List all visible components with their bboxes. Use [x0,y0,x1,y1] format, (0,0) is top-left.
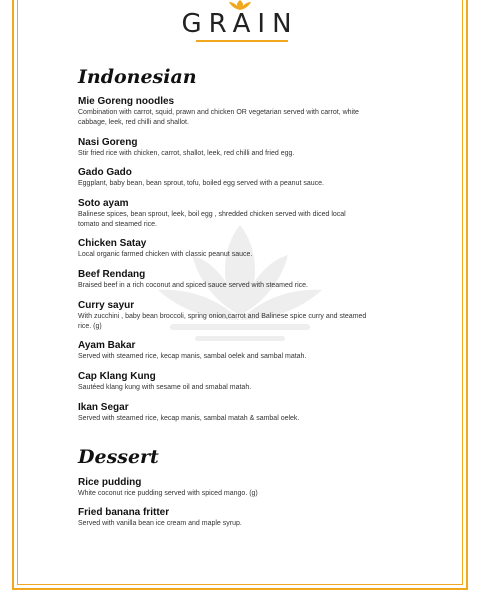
brand-header [0,0,480,46]
logo-underline [196,40,288,42]
menu-item [78,268,368,291]
menu-item-name: Mie Goreng noodles [78,96,175,107]
menu-item-name: Chicken Satay [78,238,147,249]
menu-item-description: Served with steamed rice, kecap manis, sambal matah & sambal oelek. [78,415,300,422]
menu-item-name: Curry sayur [78,300,135,311]
menu-item-name: Soto ayam [78,198,129,209]
menu-item-name: Beef Rendang [78,269,146,280]
menu-item-description: Combination with carrot, squid, prawn and chicken OR vegetarian served with carrot, white cabbage, leek, red chilli and shallot. [78,109,359,126]
menu-item-name: Ayam Bakar [78,340,136,351]
menu-item-name: Rice pudding [78,477,142,488]
menu-item-name: Ikan Segar [78,402,129,413]
menu-item-name: Nasi Goreng [78,137,138,148]
menu-item [78,166,368,189]
section-title-dessert: Dessert [78,446,159,468]
menu-item-description: Eggplant, baby bean, bean sprout, tofu, boiled egg served with a peanut sauce. [78,180,324,187]
menu-item [78,339,368,362]
menu-item-name: Cap Klang Kung [78,371,156,382]
menu-item [78,136,368,159]
menu-item-description: Balinese spices, bean sprout, leek, boil egg , shredded chicken served with diced local tomato and steamed rice. [78,211,346,228]
menu-item-name: Gado Gado [78,167,132,178]
menu-item-description: Sautéed klang kung with sesame oil and smabal matah. [78,384,252,391]
menu-item-description: Braised beef in a rich coconut and spiced sauce served with steamed rice. [78,282,308,289]
menu-item-description: Stir fried rice with chicken, carrot, shallot, leek, red chilli and fried egg. [78,150,295,157]
menu-item-description: With zucchini , baby bean broccoli, spring onion,carrot and Balinese spice curry and steamed rice. (g) [78,313,367,330]
menu-item [78,401,368,424]
brand-logo: GRAIN [181,9,299,39]
menu-item-description: White coconut rice pudding served with spiced mango. (g) [78,490,258,497]
menu-item [78,237,368,260]
section-title-indonesian: Indonesian [78,66,197,88]
menu-item-description: Local organic farmed chicken with classic peanut sauce. [78,251,253,258]
menu-item [78,370,368,393]
menu-item [78,299,368,332]
menu-item [78,95,368,128]
menu-item-name: Fried banana fritter [78,507,170,518]
menu-item [78,476,368,499]
menu-item-description: Served with steamed rice, kecap manis, sambal oelek and sambal matah. [78,353,307,360]
menu-item [78,197,368,230]
menu-item [78,506,368,529]
menu-item-description: Served with vanilla bean ice cream and maple syrup. [78,520,242,527]
